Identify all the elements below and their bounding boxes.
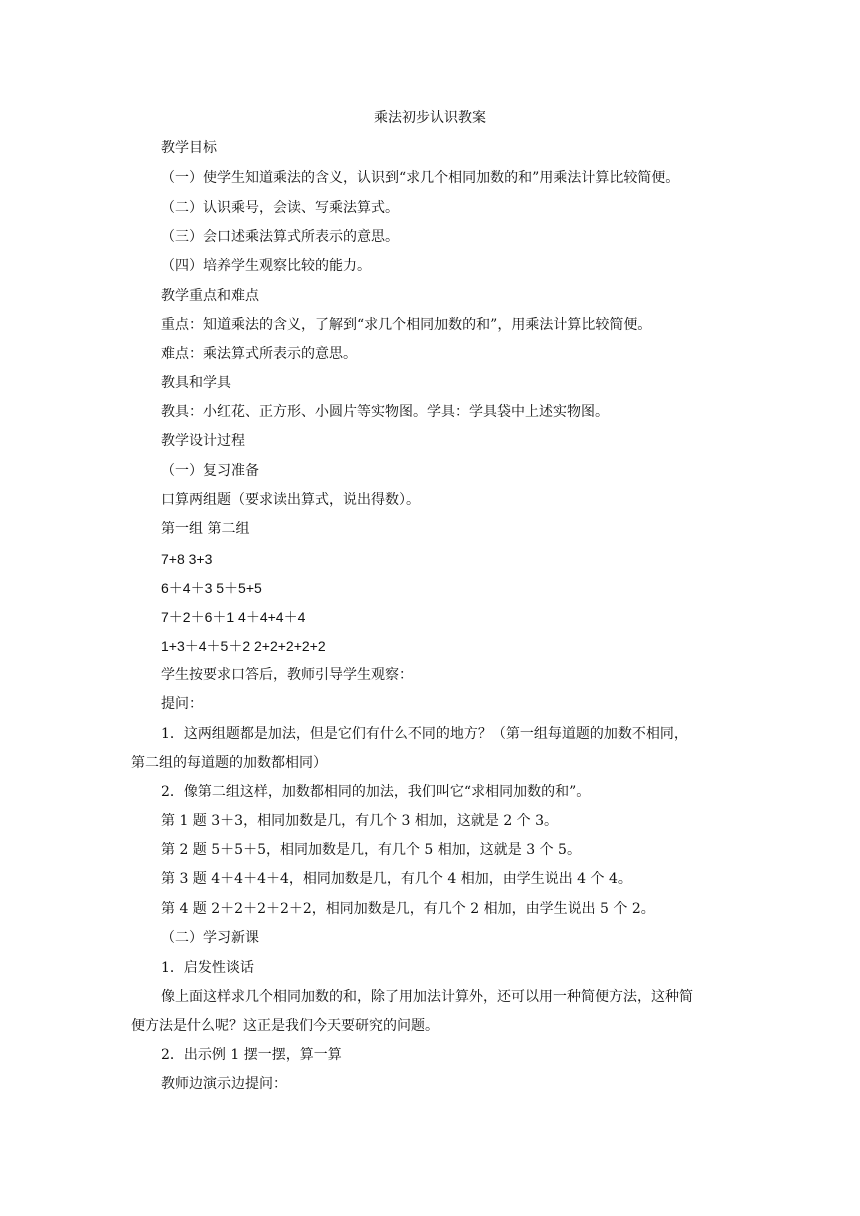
heading-teaching-goals: 教学目标 — [161, 140, 217, 156]
oral-calc-instruction: 口算两组题（要求读出算式，说出得数）。 — [161, 492, 420, 508]
section-review: （一）复习准备 — [161, 463, 259, 479]
teacher-demo: 教师边演示边提问： — [161, 1076, 287, 1092]
section-new-lesson: （二）学习新课 — [161, 930, 259, 946]
observe-instruction: 学生按要求口答后，教师引导学生观察： — [161, 667, 413, 683]
heading-design-process: 教学设计过程 — [161, 433, 245, 449]
question-2: 2．像第二组这样，加数都相同的加法，我们叫它“求相同加数的和”。 — [161, 784, 591, 800]
key-point: 重点：知道乘法的含义，了解到“求几个相同加数的和”，用乘法计算比较简便。 — [161, 317, 652, 333]
item-3: 第 3 题 4＋4＋4＋4，相同加数是几，有几个 4 相加，由学生说出 4 个 4。 — [161, 871, 632, 887]
exercise-row: 6＋4＋3 5＋5+5 — [161, 580, 262, 596]
step-1-heading: 1．启发性谈话 — [161, 960, 254, 976]
goal-2: （二）认识乘号，会读、写乘法算式。 — [161, 200, 399, 216]
question-1-continued: 第二组的每道题的加数都相同） — [131, 755, 327, 771]
question-1: 1．这两组题都是加法，但是它们有什么不同的地方？（第一组每道题的加数不相同， — [161, 726, 688, 742]
exercise-row: 7＋2＋6＋1 4＋4+4＋4 — [161, 609, 306, 625]
item-1: 第 1 题 3＋3，相同加数是几，有几个 3 相加，这就是 2 个 3。 — [161, 813, 559, 829]
goal-3: （三）会口述乘法算式所表示的意思。 — [161, 229, 399, 245]
step-1-text-continued: 便方法是什么呢？这正是我们今天要研究的问题。 — [131, 1018, 439, 1034]
goal-4: （四）培养学生观察比较的能力。 — [161, 258, 371, 274]
step-1-text: 像上面这样求几个相同加数的和，除了用加法计算外，还可以用一种简便方法，这种简 — [161, 989, 693, 1005]
heading-key-points: 教学重点和难点 — [161, 288, 259, 304]
heading-teaching-aids: 教具和学具 — [161, 375, 231, 391]
exercise-row: 7+8 3+3 — [161, 551, 213, 567]
goal-1: （一）使学生知道乘法的含义，认识到“求几个相同加数的和”用乘法计算比较简便。 — [161, 170, 680, 186]
question-label: 提问： — [161, 696, 203, 712]
item-4: 第 4 题 2＋2＋2＋2＋2，相同加数是几，有几个 2 相加，由学生说出 5 个 2。 — [161, 901, 655, 917]
group-headers: 第一组 第二组 — [161, 521, 250, 537]
step-2-heading: 2．出示例 1 摆一摆，算一算 — [161, 1047, 342, 1063]
exercise-row: 1+3＋4＋5＋2 2+2+2+2+2 — [161, 638, 326, 654]
difficult-point: 难点：乘法算式所表示的意思。 — [161, 346, 357, 362]
document-title: 乘法初步认识教案 — [374, 110, 486, 126]
teaching-aids: 教具：小红花、正方形、小圆片等实物图。学具：学具袋中上述实物图。 — [161, 404, 609, 420]
item-2: 第 2 题 5＋5＋5，相同加数是几，有几个 5 相加，这就是 3 个 5。 — [161, 842, 581, 858]
